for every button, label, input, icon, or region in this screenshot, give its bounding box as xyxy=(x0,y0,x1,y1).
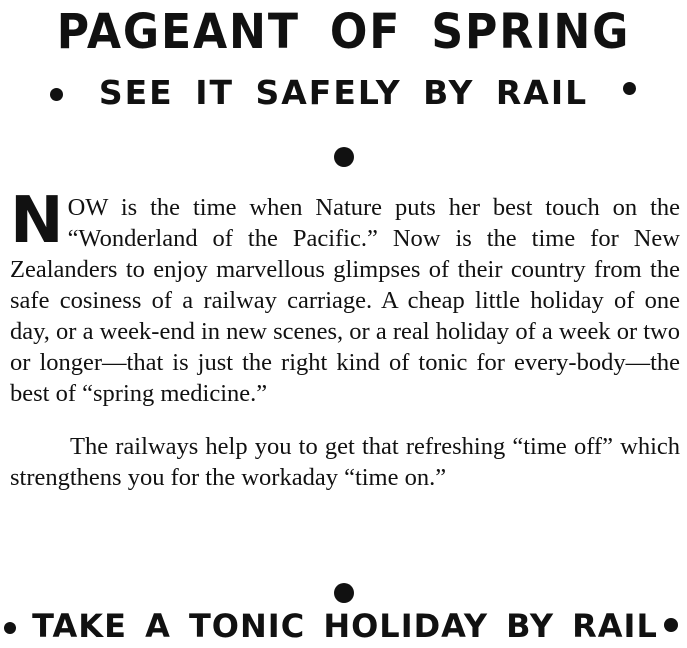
paragraph-2: The railways help you to get that refreshing “time off” which strengthens you for the workaday “time on.” xyxy=(10,433,680,491)
subheadline: SEE IT SAFELY BY RAIL xyxy=(98,73,589,112)
divider-dot-bottom-icon xyxy=(334,583,354,603)
divider-dot-top-icon xyxy=(334,147,354,167)
subheadline-row xyxy=(0,70,687,118)
paragraph-1 xyxy=(10,184,680,409)
paragraph-1-text: OW is the time when Nature puts her best touch on the “Wonderland of the Pacific.” Now is the time for New Zealanders to enjoy marvellous glimpses of their country from the safe cosiness of a railway carriage. A cheap little holiday of one day, or a week-end in new scenes, or a real holiday of a week or two or longer—that is just the right kind of tonic for every-body—the best of “spring medicine.” xyxy=(10,194,680,407)
headline: PAGEANT OF SPRING xyxy=(56,4,631,60)
footer-slogan: TAKE A TONIC HOLIDAY BY RAIL xyxy=(32,607,658,645)
bullet-right-icon xyxy=(623,82,636,95)
body-copy xyxy=(10,184,680,493)
footer-bullet-left-icon xyxy=(4,622,16,634)
footer-row xyxy=(0,604,687,648)
dropcap: N xyxy=(10,184,64,258)
footer-bullet-right-icon xyxy=(664,618,678,632)
